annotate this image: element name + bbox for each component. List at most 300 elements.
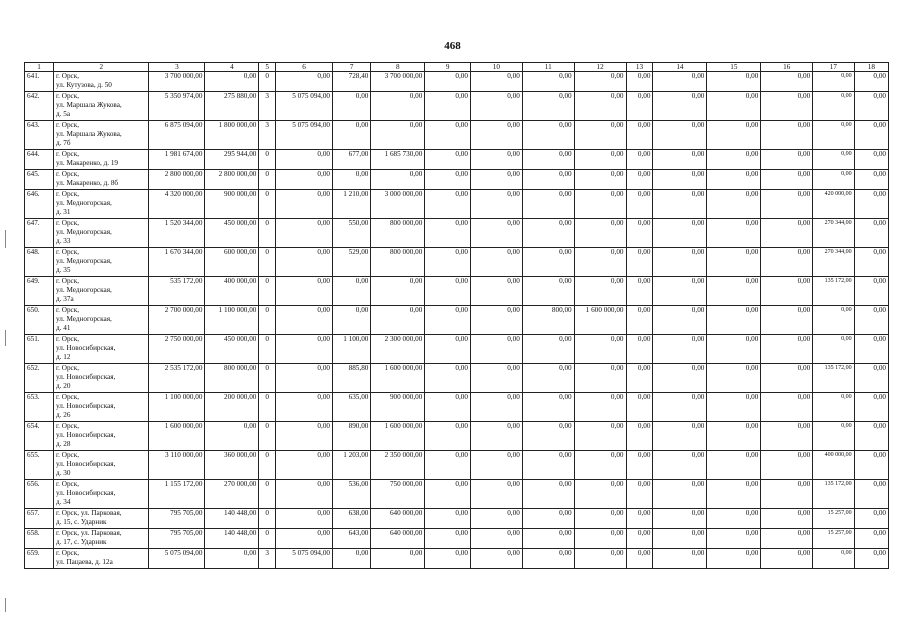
value-cell: 0,00 bbox=[522, 335, 574, 364]
value-cell: 0,00 bbox=[371, 306, 425, 335]
value-cell: 0,00 bbox=[653, 335, 707, 364]
value-cell: 0,00 bbox=[371, 549, 425, 569]
table-row bbox=[25, 92, 889, 121]
row-number: 651. bbox=[25, 335, 54, 364]
column-number-cell: 17 bbox=[813, 63, 854, 72]
value-cell: 0,00 bbox=[205, 422, 259, 451]
row-number: 645. bbox=[25, 170, 54, 190]
value-cell: 0,00 bbox=[653, 480, 707, 509]
value-cell: 2 800 000,00 bbox=[205, 170, 259, 190]
value-cell: 800,00 bbox=[522, 306, 574, 335]
value-cell: 0,00 bbox=[574, 364, 626, 393]
value-cell: 0,00 bbox=[626, 150, 653, 170]
value-cell: 0,00 bbox=[522, 121, 574, 150]
value-cell: 0,00 bbox=[707, 150, 761, 170]
value-cell: 0,00 bbox=[761, 219, 813, 248]
value-cell: 0,00 bbox=[205, 72, 259, 92]
value-cell: 0,00 bbox=[707, 529, 761, 549]
value-cell: 0,00 bbox=[854, 306, 888, 335]
value-cell: 0,00 bbox=[425, 72, 471, 92]
value-cell: 0,00 bbox=[470, 480, 522, 509]
value-cell: 2 300 000,00 bbox=[371, 335, 425, 364]
value-cell: 1 210,00 bbox=[333, 190, 371, 219]
value-cell: 135 172,00 bbox=[813, 480, 854, 509]
address-cell: г. Орск, ул. Парковая, д. 15, с. Ударник bbox=[54, 509, 149, 529]
value-cell: 2 700 000,00 bbox=[149, 306, 205, 335]
value-cell: 0,00 bbox=[522, 170, 574, 190]
value-cell: 0,00 bbox=[470, 509, 522, 529]
value-cell: 1 600 000,00 bbox=[574, 306, 626, 335]
value-cell: 360 000,00 bbox=[205, 451, 259, 480]
table-row bbox=[25, 451, 889, 480]
row-number: 655. bbox=[25, 451, 54, 480]
value-cell: 0,00 bbox=[854, 549, 888, 569]
value-cell: 0,00 bbox=[854, 393, 888, 422]
value-cell: 0,00 bbox=[626, 549, 653, 569]
value-cell: 0 bbox=[259, 190, 276, 219]
value-cell: 0,00 bbox=[626, 422, 653, 451]
value-cell: 0,00 bbox=[333, 92, 371, 121]
value-cell: 0,00 bbox=[470, 306, 522, 335]
value-cell: 0,00 bbox=[761, 509, 813, 529]
value-cell: 0,00 bbox=[854, 219, 888, 248]
value-cell: 0,00 bbox=[275, 306, 332, 335]
value-cell: 15 257,00 bbox=[813, 529, 854, 549]
value-cell: 0,00 bbox=[854, 480, 888, 509]
value-cell: 0,00 bbox=[425, 480, 471, 509]
address-cell: г. Орск, ул. Парковая, д. 17, с. Ударник bbox=[54, 529, 149, 549]
value-cell: 0,00 bbox=[626, 190, 653, 219]
value-cell: 3 bbox=[259, 121, 276, 150]
value-cell: 795 705,00 bbox=[149, 509, 205, 529]
value-cell: 643,00 bbox=[333, 529, 371, 549]
value-cell: 0,00 bbox=[425, 306, 471, 335]
value-cell: 0 bbox=[259, 422, 276, 451]
value-cell: 0 bbox=[259, 72, 276, 92]
value-cell: 3 110 000,00 bbox=[149, 451, 205, 480]
address-cell: г. Орск, ул. Маршала Жукова, д. 7б bbox=[54, 121, 149, 150]
value-cell: 0,00 bbox=[626, 219, 653, 248]
value-cell: 0,00 bbox=[574, 509, 626, 529]
value-cell: 140 448,00 bbox=[205, 529, 259, 549]
value-cell: 0,00 bbox=[371, 277, 425, 306]
value-cell: 1 520 344,00 bbox=[149, 219, 205, 248]
page-number: 468 bbox=[444, 40, 461, 52]
value-cell: 0,00 bbox=[522, 393, 574, 422]
value-cell: 0,00 bbox=[522, 509, 574, 529]
value-cell: 0,00 bbox=[522, 72, 574, 92]
column-number-cell: 13 bbox=[626, 63, 653, 72]
value-cell: 0,00 bbox=[653, 150, 707, 170]
table-row bbox=[25, 529, 889, 549]
value-cell: 3 700 000,00 bbox=[149, 72, 205, 92]
value-cell: 536,00 bbox=[333, 480, 371, 509]
value-cell: 0,00 bbox=[574, 393, 626, 422]
value-cell: 600 000,00 bbox=[205, 248, 259, 277]
value-cell: 0,00 bbox=[470, 219, 522, 248]
scan-edge-mark bbox=[5, 330, 6, 346]
value-cell: 0,00 bbox=[653, 72, 707, 92]
column-number-cell: 8 bbox=[371, 63, 425, 72]
row-number: 644. bbox=[25, 150, 54, 170]
value-cell: 640 000,00 bbox=[371, 509, 425, 529]
address-cell: г. Орск, ул. Новосибирская, д. 12 bbox=[54, 335, 149, 364]
value-cell: 0,00 bbox=[626, 529, 653, 549]
address-cell: г. Орск, ул. Макаренко, д. 19 bbox=[54, 150, 149, 170]
value-cell: 1 685 730,00 bbox=[371, 150, 425, 170]
value-cell: 4 320 000,00 bbox=[149, 190, 205, 219]
value-cell: 0,00 bbox=[707, 393, 761, 422]
value-cell: 0,00 bbox=[470, 170, 522, 190]
value-cell: 0,00 bbox=[813, 170, 854, 190]
value-cell: 0,00 bbox=[425, 277, 471, 306]
table-row bbox=[25, 72, 889, 92]
table-row bbox=[25, 306, 889, 335]
value-cell: 0,00 bbox=[854, 529, 888, 549]
value-cell: 0,00 bbox=[813, 306, 854, 335]
value-cell: 200 000,00 bbox=[205, 393, 259, 422]
value-cell: 1 100 000,00 bbox=[205, 306, 259, 335]
value-cell: 0,00 bbox=[425, 509, 471, 529]
value-cell: 135 172,00 bbox=[813, 277, 854, 306]
value-cell: 0,00 bbox=[522, 248, 574, 277]
value-cell: 0,00 bbox=[470, 335, 522, 364]
value-cell: 275 880,00 bbox=[205, 92, 259, 121]
value-cell: 0,00 bbox=[574, 72, 626, 92]
value-cell: 0,00 bbox=[275, 277, 332, 306]
column-number-cell: 6 bbox=[275, 63, 332, 72]
value-cell: 1 100 000,00 bbox=[149, 393, 205, 422]
value-cell: 900 000,00 bbox=[205, 190, 259, 219]
value-cell: 0,00 bbox=[425, 248, 471, 277]
value-cell: 0,00 bbox=[761, 92, 813, 121]
value-cell: 1 600 000,00 bbox=[371, 364, 425, 393]
value-cell: 0,00 bbox=[275, 529, 332, 549]
column-number-cell: 16 bbox=[761, 63, 813, 72]
value-cell: 0,00 bbox=[854, 248, 888, 277]
value-cell: 0,00 bbox=[707, 451, 761, 480]
value-cell: 0,00 bbox=[707, 306, 761, 335]
address-cell: г. Орск, ул. Новосибирская, д. 34 bbox=[54, 480, 149, 509]
value-cell: 0,00 bbox=[854, 72, 888, 92]
value-cell: 0,00 bbox=[275, 422, 332, 451]
column-number-cell: 12 bbox=[574, 63, 626, 72]
value-cell: 728,40 bbox=[333, 72, 371, 92]
value-cell: 0,00 bbox=[626, 121, 653, 150]
row-number: 654. bbox=[25, 422, 54, 451]
row-number: 642. bbox=[25, 92, 54, 121]
value-cell: 0,00 bbox=[653, 92, 707, 121]
value-cell: 0,00 bbox=[626, 451, 653, 480]
value-cell: 0,00 bbox=[470, 277, 522, 306]
address-cell: г. Орск, ул. Медногорская, д. 35 bbox=[54, 248, 149, 277]
value-cell: 0,00 bbox=[761, 170, 813, 190]
value-cell: 0,00 bbox=[574, 529, 626, 549]
address-cell: г. Орск, ул. Новосибирская, д. 20 bbox=[54, 364, 149, 393]
row-number: 657. bbox=[25, 509, 54, 529]
value-cell: 750 000,00 bbox=[371, 480, 425, 509]
address-cell: г. Орск, ул. Кутузова, д. 50 bbox=[54, 72, 149, 92]
table-row bbox=[25, 393, 889, 422]
value-cell: 0,00 bbox=[470, 121, 522, 150]
value-cell: 3 bbox=[259, 549, 276, 569]
value-cell: 0,00 bbox=[854, 121, 888, 150]
value-cell: 800 000,00 bbox=[371, 248, 425, 277]
value-cell: 0,00 bbox=[333, 549, 371, 569]
value-cell: 5 075 094,00 bbox=[275, 121, 332, 150]
value-cell: 0,00 bbox=[707, 170, 761, 190]
value-cell: 0 bbox=[259, 306, 276, 335]
column-number-cell: 3 bbox=[149, 63, 205, 72]
value-cell: 0,00 bbox=[574, 219, 626, 248]
value-cell: 0,00 bbox=[470, 451, 522, 480]
value-cell: 800 000,00 bbox=[205, 364, 259, 393]
value-cell: 0,00 bbox=[626, 393, 653, 422]
value-cell: 0,00 bbox=[761, 422, 813, 451]
value-cell: 0,00 bbox=[761, 451, 813, 480]
value-cell: 0,00 bbox=[470, 248, 522, 277]
value-cell: 0,00 bbox=[425, 170, 471, 190]
value-cell: 0,00 bbox=[425, 335, 471, 364]
value-cell: 0,00 bbox=[653, 248, 707, 277]
value-cell: 0,00 bbox=[574, 335, 626, 364]
value-cell: 0,00 bbox=[854, 92, 888, 121]
value-cell: 0,00 bbox=[275, 170, 332, 190]
table-row bbox=[25, 219, 889, 248]
value-cell: 0,00 bbox=[761, 393, 813, 422]
value-cell: 0,00 bbox=[470, 190, 522, 219]
column-number-cell: 7 bbox=[333, 63, 371, 72]
value-cell: 0,00 bbox=[761, 150, 813, 170]
value-cell: 0,00 bbox=[333, 306, 371, 335]
table-row bbox=[25, 364, 889, 393]
row-number: 649. bbox=[25, 277, 54, 306]
value-cell: 0,00 bbox=[761, 529, 813, 549]
value-cell: 0,00 bbox=[653, 451, 707, 480]
value-cell: 885,80 bbox=[333, 364, 371, 393]
value-cell: 0,00 bbox=[333, 277, 371, 306]
value-cell: 0,00 bbox=[425, 451, 471, 480]
value-cell: 0,00 bbox=[522, 529, 574, 549]
value-cell: 2 750 000,00 bbox=[149, 335, 205, 364]
address-cell: г. Орск, ул. Медногорская, д. 37а bbox=[54, 277, 149, 306]
value-cell: 0,00 bbox=[205, 549, 259, 569]
value-cell: 0,00 bbox=[653, 170, 707, 190]
value-cell: 0,00 bbox=[854, 451, 888, 480]
value-cell: 0,00 bbox=[626, 277, 653, 306]
value-cell: 0,00 bbox=[761, 306, 813, 335]
row-number: 656. bbox=[25, 480, 54, 509]
value-cell: 0,00 bbox=[653, 306, 707, 335]
table-row bbox=[25, 121, 889, 150]
value-cell: 0,00 bbox=[425, 92, 471, 121]
value-cell: 0,00 bbox=[813, 393, 854, 422]
value-cell: 0,00 bbox=[813, 92, 854, 121]
value-cell: 0,00 bbox=[522, 92, 574, 121]
row-number: 648. bbox=[25, 248, 54, 277]
value-cell: 0,00 bbox=[813, 422, 854, 451]
value-cell: 0,00 bbox=[707, 72, 761, 92]
value-cell: 0,00 bbox=[707, 248, 761, 277]
column-number-cell: 15 bbox=[707, 63, 761, 72]
value-cell: 270 344,00 bbox=[813, 219, 854, 248]
row-number: 653. bbox=[25, 393, 54, 422]
value-cell: 0,00 bbox=[707, 335, 761, 364]
table-row bbox=[25, 277, 889, 306]
column-number-cell: 11 bbox=[522, 63, 574, 72]
value-cell: 0,00 bbox=[813, 335, 854, 364]
value-cell: 0,00 bbox=[707, 277, 761, 306]
column-number-cell: 14 bbox=[653, 63, 707, 72]
value-cell: 0,00 bbox=[813, 72, 854, 92]
value-cell: 295 944,00 bbox=[205, 150, 259, 170]
value-cell: 0,00 bbox=[470, 549, 522, 569]
value-cell: 0,00 bbox=[275, 509, 332, 529]
value-cell: 0,00 bbox=[425, 121, 471, 150]
value-cell: 420 000,00 bbox=[813, 190, 854, 219]
value-cell: 0,00 bbox=[522, 451, 574, 480]
value-cell: 0,00 bbox=[470, 150, 522, 170]
row-number: 650. bbox=[25, 306, 54, 335]
value-cell: 0,00 bbox=[275, 190, 332, 219]
value-cell: 0,00 bbox=[707, 92, 761, 121]
value-cell: 0,00 bbox=[574, 121, 626, 150]
address-cell: г. Орск, ул. Новосибирская, д. 28 bbox=[54, 422, 149, 451]
value-cell: 0,00 bbox=[626, 480, 653, 509]
value-cell: 1 800 000,00 bbox=[205, 121, 259, 150]
value-cell: 1 600 000,00 bbox=[371, 422, 425, 451]
value-cell: 0,00 bbox=[470, 422, 522, 451]
value-cell: 0,00 bbox=[425, 364, 471, 393]
value-cell: 0,00 bbox=[761, 277, 813, 306]
value-cell: 15 257,00 bbox=[813, 509, 854, 529]
column-number-cell: 9 bbox=[425, 63, 471, 72]
value-cell: 0,00 bbox=[425, 219, 471, 248]
value-cell: 0,00 bbox=[813, 549, 854, 569]
value-cell: 0,00 bbox=[707, 549, 761, 569]
value-cell: 0,00 bbox=[854, 277, 888, 306]
value-cell: 0,00 bbox=[275, 248, 332, 277]
value-cell: 0,00 bbox=[707, 509, 761, 529]
value-cell: 0,00 bbox=[522, 549, 574, 569]
address-cell: г. Орск, ул. Медногорская, д. 41 bbox=[54, 306, 149, 335]
table-row bbox=[25, 549, 889, 569]
value-cell: 677,00 bbox=[333, 150, 371, 170]
value-cell: 0 bbox=[259, 248, 276, 277]
value-cell: 0,00 bbox=[333, 121, 371, 150]
value-cell: 450 000,00 bbox=[205, 335, 259, 364]
value-cell: 0 bbox=[259, 150, 276, 170]
value-cell: 0,00 bbox=[333, 170, 371, 190]
value-cell: 0,00 bbox=[626, 364, 653, 393]
value-cell: 3 000 000,00 bbox=[371, 190, 425, 219]
value-cell: 0,00 bbox=[761, 549, 813, 569]
value-cell: 0,00 bbox=[813, 121, 854, 150]
value-cell: 638,00 bbox=[333, 509, 371, 529]
value-cell: 0,00 bbox=[707, 190, 761, 219]
value-cell: 0 bbox=[259, 529, 276, 549]
value-cell: 0,00 bbox=[707, 422, 761, 451]
row-number: 658. bbox=[25, 529, 54, 549]
value-cell: 535 172,00 bbox=[149, 277, 205, 306]
address-cell: г. Орск, ул. Медногорская, д. 33 bbox=[54, 219, 149, 248]
value-cell: 0,00 bbox=[761, 190, 813, 219]
value-cell: 0,00 bbox=[275, 335, 332, 364]
value-cell: 0,00 bbox=[425, 393, 471, 422]
value-cell: 890,00 bbox=[333, 422, 371, 451]
value-cell: 0,00 bbox=[626, 306, 653, 335]
value-cell: 6 875 094,00 bbox=[149, 121, 205, 150]
value-cell: 2 800 000,00 bbox=[149, 170, 205, 190]
value-cell: 1 100,00 bbox=[333, 335, 371, 364]
value-cell: 0,00 bbox=[275, 72, 332, 92]
value-cell: 0,00 bbox=[854, 364, 888, 393]
value-cell: 0,00 bbox=[522, 150, 574, 170]
value-cell: 0,00 bbox=[761, 248, 813, 277]
value-cell: 0,00 bbox=[761, 480, 813, 509]
value-cell: 0,00 bbox=[653, 364, 707, 393]
value-cell: 0,00 bbox=[522, 277, 574, 306]
value-cell: 0,00 bbox=[522, 422, 574, 451]
value-cell: 0,00 bbox=[707, 121, 761, 150]
row-number: 641. bbox=[25, 72, 54, 92]
value-cell: 2 350 000,00 bbox=[371, 451, 425, 480]
value-cell: 0,00 bbox=[653, 529, 707, 549]
row-number: 646. bbox=[25, 190, 54, 219]
column-number-cell: 10 bbox=[470, 63, 522, 72]
value-cell: 800 000,00 bbox=[371, 219, 425, 248]
value-cell: 0,00 bbox=[470, 393, 522, 422]
value-cell: 0,00 bbox=[470, 529, 522, 549]
value-cell: 0,00 bbox=[707, 364, 761, 393]
value-cell: 0,00 bbox=[854, 509, 888, 529]
column-number-row bbox=[25, 63, 889, 72]
value-cell: 0,00 bbox=[854, 335, 888, 364]
value-cell: 0,00 bbox=[574, 248, 626, 277]
value-cell: 0 bbox=[259, 170, 276, 190]
value-cell: 0,00 bbox=[425, 190, 471, 219]
value-cell: 0,00 bbox=[653, 509, 707, 529]
value-cell: 0,00 bbox=[574, 549, 626, 569]
value-cell: 0,00 bbox=[761, 335, 813, 364]
value-cell: 400 000,00 bbox=[813, 451, 854, 480]
value-cell: 0,00 bbox=[854, 190, 888, 219]
value-cell: 0,00 bbox=[371, 121, 425, 150]
value-cell: 5 075 094,00 bbox=[275, 549, 332, 569]
column-number-cell: 4 bbox=[205, 63, 259, 72]
address-cell: г. Орск, ул. Медногорская, д. 31 bbox=[54, 190, 149, 219]
value-cell: 0,00 bbox=[522, 190, 574, 219]
table-row bbox=[25, 248, 889, 277]
value-cell: 529,00 bbox=[333, 248, 371, 277]
value-cell: 0,00 bbox=[761, 121, 813, 150]
value-cell: 135 172,00 bbox=[813, 364, 854, 393]
value-cell: 0,00 bbox=[574, 150, 626, 170]
value-cell: 0 bbox=[259, 335, 276, 364]
value-cell: 0,00 bbox=[470, 364, 522, 393]
value-cell: 0,00 bbox=[707, 219, 761, 248]
value-cell: 0,00 bbox=[653, 422, 707, 451]
value-cell: 0,00 bbox=[522, 364, 574, 393]
value-cell: 0 bbox=[259, 364, 276, 393]
value-cell: 0,00 bbox=[707, 480, 761, 509]
value-cell: 3 700 000,00 bbox=[371, 72, 425, 92]
value-cell: 0 bbox=[259, 219, 276, 248]
scan-edge-mark bbox=[5, 230, 6, 248]
address-cell: г. Орск, ул. Новосибирская, д. 26 bbox=[54, 393, 149, 422]
value-cell: 0,00 bbox=[522, 480, 574, 509]
address-cell: г. Орск, ул. Макаренко, д. 8б bbox=[54, 170, 149, 190]
